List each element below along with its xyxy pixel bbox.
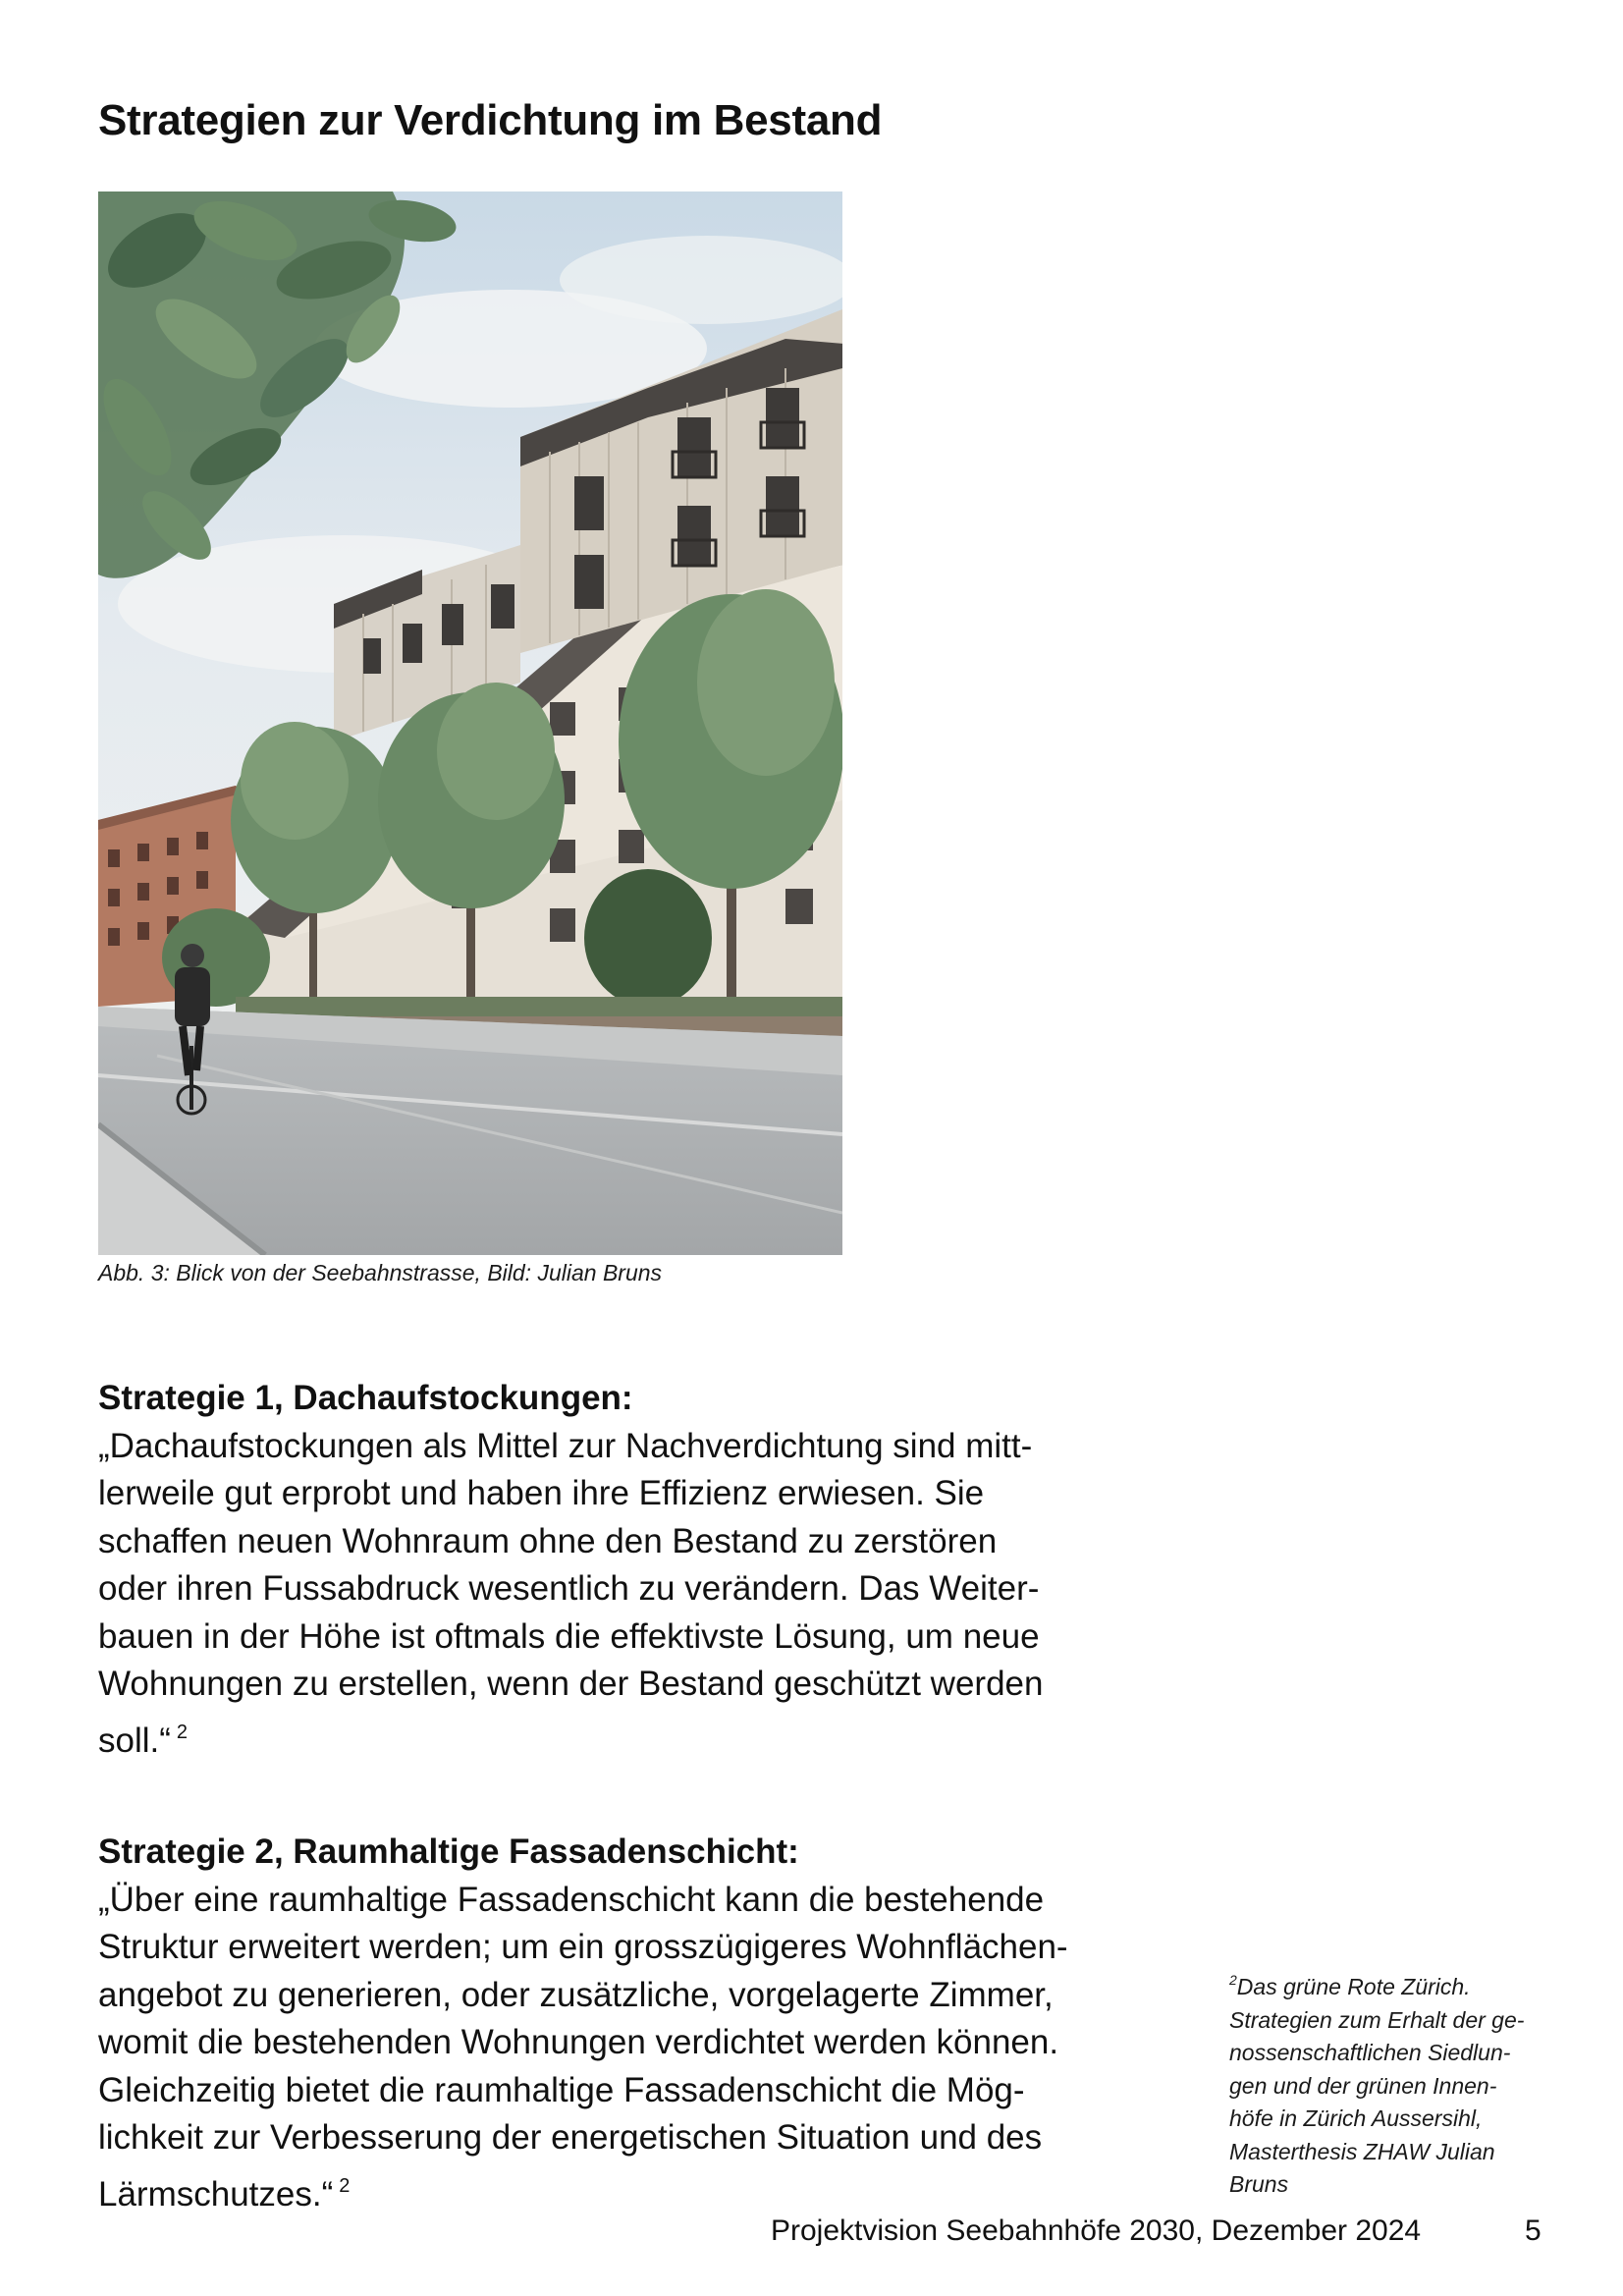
text-line: oder ihren Fussabdruck wesentlich zu verändern. Das Weiter- — [98, 1569, 1040, 1608]
footnote-line — [1229, 1964, 1553, 2004]
text-line: angebot zu generieren, oder zusätzliche, vorgelagerte Zimmer, — [98, 1975, 1054, 2014]
strategy-quote — [98, 1877, 1217, 2219]
footnote-ref: 2 — [176, 1721, 189, 1743]
footnote-marker: 2 — [1229, 1972, 1237, 1988]
footnote-ref: 2 — [339, 2174, 351, 2197]
street-view-image — [98, 191, 842, 1255]
text-line: lichkeit zur Verbesserung der energetischen Situation und des — [98, 2118, 1043, 2157]
footnote-line: höfe in Zürich Aussersihl, — [1229, 2105, 1483, 2131]
text-line: Gleichzeitig bietet die raumhaltige Fassadenschicht die Mög- — [98, 2070, 1025, 2109]
strategy-2-section — [98, 1829, 1217, 2218]
footnote-line: Bruns — [1229, 2171, 1289, 2197]
strategy-quote — [98, 1423, 1217, 1766]
text-line: Wohnungen zu erstellen, wenn der Bestand geschützt werden — [98, 1665, 1044, 1703]
footnote-line: gen und der grünen Innen- — [1229, 2072, 1497, 2099]
text-line: womit die bestehenden Wohnungen verdichtet werden können. — [98, 2023, 1059, 2061]
footer-text: Projektvision Seebahnhöfe 2030, Dezember 2024 — [771, 2214, 1422, 2247]
text-line-end: Lärmschutzes.“ — [98, 2174, 334, 2214]
text-line-end: soll.“ — [98, 1721, 171, 1760]
text-line: bauen in der Höhe ist oftmals die effektivste Lösung, um neue — [98, 1616, 1040, 1656]
footnote-line: Masterthesis ZHAW Julian — [1229, 2138, 1495, 2164]
text-line: lerweile gut erprobt und haben ihre Effizienz erwiesen. Sie — [98, 1474, 985, 1512]
figure-caption: Abb. 3: Blick von der Seebahnstrasse, Bild: Julian Bruns — [98, 1260, 663, 1285]
text-line-last — [98, 2162, 1217, 2219]
page-title: Strategien zur Verdichtung im Bestand — [98, 96, 883, 144]
text-line: Struktur erweitert werden; um ein grosszügigeres Wohnflächen- — [98, 1928, 1068, 1966]
footnote — [1229, 1964, 1553, 2202]
strategy-1-section — [98, 1375, 1217, 1765]
text-line-last — [98, 1709, 1217, 1766]
footnote-text: Das grüne Rote Zürich. — [1236, 1974, 1471, 1999]
page-number: 5 — [1525, 2214, 1542, 2247]
text-line: schaffen neuen Wohnraum ohne den Bestand zu zerstören — [98, 1521, 998, 1560]
footnote-line: Strategien zum Erhalt der ge- — [1229, 2006, 1525, 2033]
strategy-heading: Strategie 1, Dachaufstockungen: — [98, 1379, 633, 1417]
footnote-line: nossenschaftlichen Siedlun- — [1229, 2040, 1511, 2065]
text-line: „Dachaufstockungen als Mittel zur Nachverdichtung sind mitt- — [98, 1426, 1033, 1465]
strategy-heading: Strategie 2, Raumhaltige Fassadenschicht: — [98, 1832, 799, 1871]
text-line: „Über eine raumhaltige Fassadenschicht kann die bestehende — [98, 1880, 1045, 1919]
